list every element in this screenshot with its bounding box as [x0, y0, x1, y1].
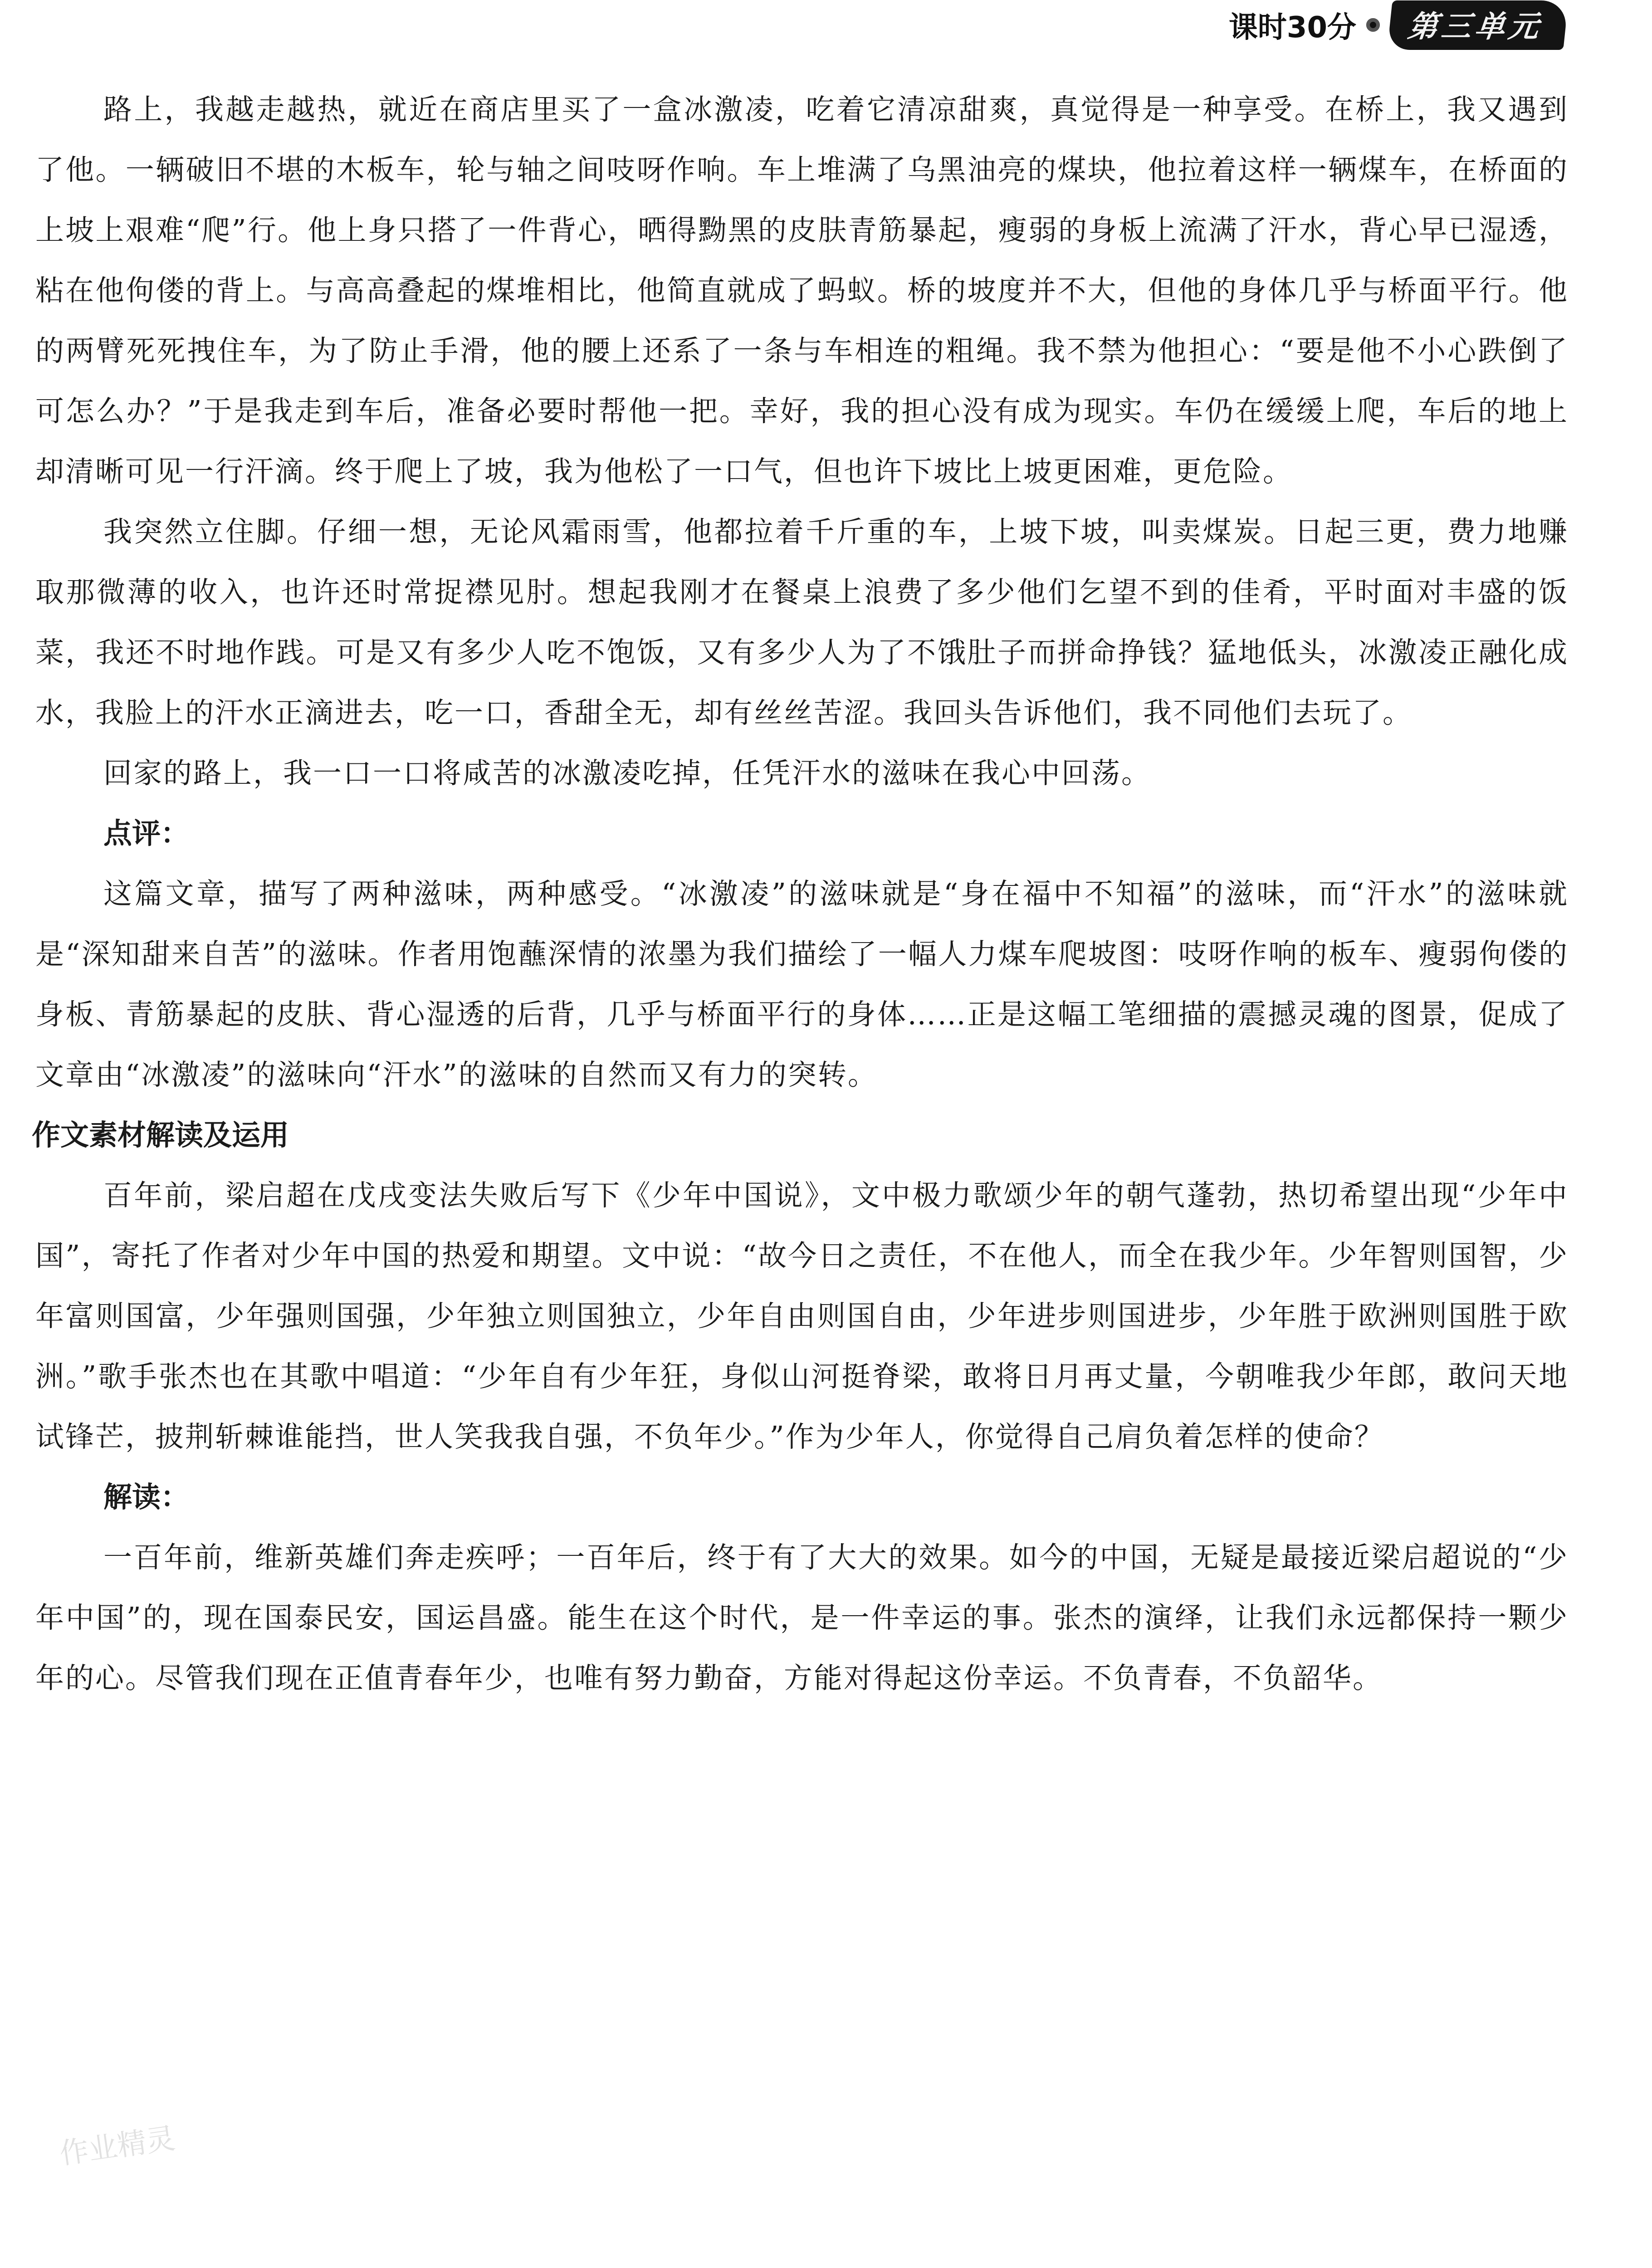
review-text: 这篇文章，描写了两种滋味，两种感受。“冰激凌”的滋味就是“身在福中不知福”的滋味，而“汗水”的滋味就是“深知甜来自苦”的滋味。作者用饱蘸深情的浓墨为我们描绘了一幅人力煤车爬坡图：吱呀作响的板车、瘦弱佝偻的身板、青筋暴起的皮肤、背心湿透的后背，几乎与桥面平行的身体……正是这幅工笔细描的震撼灵魂的图景，促成了文章由“冰激凌”的滋味向“汗水”的滋味的自然而又有力的突转。	[35, 877, 1569, 1091]
page-header	[1229, 0, 1566, 50]
unit-badge: 第三单元	[1387, 0, 1568, 50]
header-label: 课时30分	[1228, 11, 1356, 44]
essay-paragraph-3: 回家的路上，我一口一口将咸苦的冰激凌吃掉，任凭汗水的滋味在我心中回荡。	[103, 757, 1151, 790]
review-label: 点评：	[103, 817, 189, 850]
essay-paragraph-1: 路上，我越走越热，就近在商店里买了一盒冰激凌，吃着它清凉甜爽，真觉得是一种享受。在桥上，我又遇到了他。一辆破旧不堪的木板车，轮与轴之间吱呀作响。车上堆满了乌黑油亮的煤块，他拉着这样一辆煤车，在桥面的上坡上艰难“爬”行。他上身只搭了一件背心，晒得黝黑的皮肤青筋暴起，瘦弱的身板上流满了汗水，背心早已湿透，粘在他佝偻的背上。与高高叠起的煤堆相比，他简直就成了蚂蚁。桥的坡度并不大，但他的身体几乎与桥面平行。他的两臂死死拽住车，为了防止手滑，他的腰上还系了一条与车相连的粗绳。我不禁为他担心：“要是他不小心跌倒了可怎么办？”于是我走到车后，准备必要时帮他一把。幸好，我的担心没有成为现实。车仍在缓缓上爬，车后的地上却清晰可见一行汗滴。终于爬上了坡，我为他松了一口气，但也许下坡比上坡更困难，更危险。	[35, 93, 1569, 488]
page-content	[32, 79, 1569, 1708]
material-text: 百年前，梁启超在戊戌变法失败后写下《少年中国说》，文中极力歌颂少年的朝气蓬勃，热切希望出现“少年中国”，寄托了作者对少年中国的热爱和期望。文中说：“故今日之责任，不在他人，而全在我少年。少年智则国智，少年富则国富，少年强则国强，少年独立则国独立，少年自由则国自由，少年进步则国进步，少年胜于欧洲则国胜于欧洲。”歌手张杰也在其歌中唱道：“少年自有少年狂，身似山河挺脊梁，敢将日月再丈量，今朝唯我少年郎，敢问天地试锋芒，披荆斩棘谁能挡，世人笑我我自强，不负年少。”作为少年人，你觉得自己肩负着怎样的使命？	[35, 1179, 1569, 1453]
analysis-label: 解读：	[103, 1481, 189, 1514]
analysis-text: 一百年前，维新英雄们奔走疾呼；一百年后，终于有了大大的效果。如今的中国，无疑是最接近梁启超说的“少年中国”的，现在国泰民安，国运昌盛。能生在这个时代，是一件幸运的事。张杰的演绎，让我们永远都保持一颗少年的心。尽管我们现在正值青春年少，也唯有努力勤奋，方能对得起这份幸运。不负青春，不负韶华。	[35, 1541, 1569, 1695]
material-heading: 作文素材解读及运用	[32, 1119, 289, 1152]
header-dot-icon	[1366, 18, 1380, 32]
watermark-upper: 作业精灵	[57, 2121, 177, 2171]
essay-paragraph-2: 我突然立住脚。仔细一想，无论风霜雨雪，他都拉着千斤重的车，上坡下坡，叫卖煤炭。日起三更，费力地赚取那微薄的收入，也许还时常捉襟见肘。想起我刚才在餐桌上浪费了多少他们乞望不到的佳肴，平时面对丰盛的饭菜，我还不时地作践。可是又有多少人吃不饱饭，又有多少人为了不饿肚子而拼命挣钱？猛地低头，冰激凌正融化成水，我脸上的汗水正滴进去，吃一口，香甜全无，却有丝丝苦涩。我回头告诉他们，我不同他们去玩了。	[35, 515, 1569, 729]
